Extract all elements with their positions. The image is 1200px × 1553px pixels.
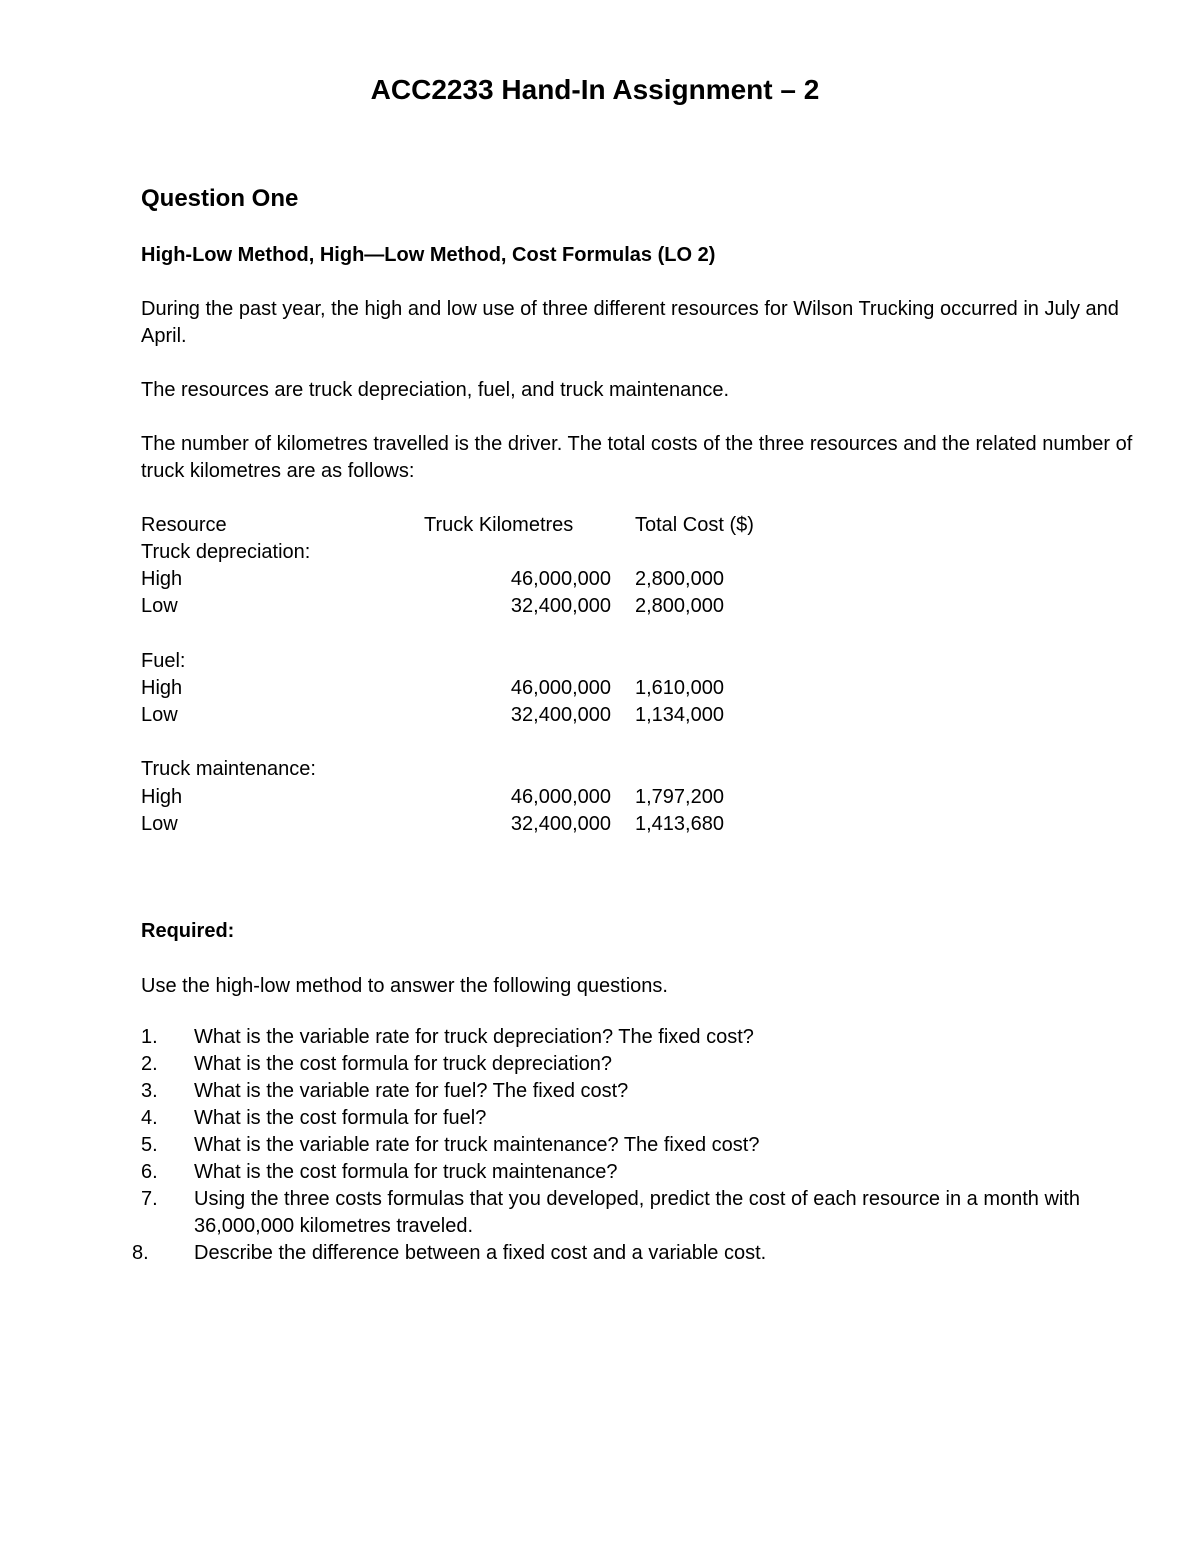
instruction-text: Use the high-low method to answer the following questions. [141, 975, 668, 997]
question-number: 6. [141, 1161, 158, 1183]
row-label: High [141, 677, 183, 699]
question-text: What is the variable rate for truck depreciation? The fixed cost? [194, 1026, 754, 1048]
row-cost: 2,800,000 [635, 568, 724, 590]
intro-paragraph: During the past year, the high and low use of three different resources for Wilson Trucking occurred in July and April. [141, 298, 1119, 347]
row-cost: 2,800,000 [635, 595, 724, 617]
question-text: What is the cost formula for truck depreciation? [194, 1053, 612, 1075]
row-cost: 1,413,680 [635, 813, 724, 835]
row-label: Low [141, 704, 178, 726]
page-title: ACC2233 Hand-In Assignment – 2 [370, 74, 820, 105]
row-label: High [141, 786, 183, 808]
group-label-fuel: Fuel: [141, 650, 186, 672]
question-number: 2. [141, 1053, 158, 1075]
question-text: What is the cost formula for truck maintenance? [194, 1161, 618, 1183]
table-header-resource: Resource [141, 514, 227, 536]
row-km: 46,000,000 [510, 786, 611, 808]
question-number: 4. [141, 1107, 158, 1129]
table-header-cost: Total Cost ($) [635, 514, 754, 536]
row-label: High [141, 568, 183, 590]
question-number: 3. [141, 1080, 158, 1102]
group-label-truck-depreciation: Truck depreciation: [141, 541, 311, 563]
question-text: What is the variable rate for fuel? The fixed cost? [194, 1080, 629, 1102]
question-number: 1. [141, 1026, 158, 1048]
question-text: What is the variable rate for truck maintenance? The fixed cost? [194, 1134, 760, 1156]
group-label-truck-maintenance: Truck maintenance: [141, 758, 316, 780]
row-km: 32,400,000 [510, 595, 611, 617]
required-label: Required: [141, 920, 235, 942]
row-label: Low [141, 595, 178, 617]
resources-paragraph: The resources are truck depreciation, fuel, and truck maintenance. [141, 379, 730, 401]
question-number: 8. [132, 1242, 149, 1264]
section-subheading: High-Low Method, High—Low Method, Cost Formulas (LO 2) [141, 244, 716, 266]
question-number: 5. [141, 1134, 158, 1156]
row-km: 46,000,000 [510, 677, 611, 699]
row-km: 32,400,000 [510, 704, 611, 726]
question-number: 7. [141, 1188, 158, 1210]
row-cost: 1,134,000 [635, 704, 724, 726]
driver-paragraph: The number of kilometres travelled is the driver. The total costs of the three resources and the related number of truck kilometres are as follows: [141, 433, 1133, 482]
row-label: Low [141, 813, 178, 835]
row-cost: 1,610,000 [635, 677, 724, 699]
row-cost: 1,797,200 [635, 786, 724, 808]
question-text: What is the cost formula for fuel? [194, 1107, 487, 1129]
table-header-km: Truck Kilometres [424, 514, 574, 536]
row-km: 46,000,000 [510, 568, 611, 590]
question-text: Describe the difference between a fixed cost and a variable cost. [194, 1242, 767, 1264]
row-km: 32,400,000 [510, 813, 611, 835]
question-heading: Question One [141, 185, 299, 212]
question-text: Using the three costs formulas that you developed, predict the cost of each resource in a month with 36,000,000 kilometres traveled. [194, 1188, 1081, 1237]
